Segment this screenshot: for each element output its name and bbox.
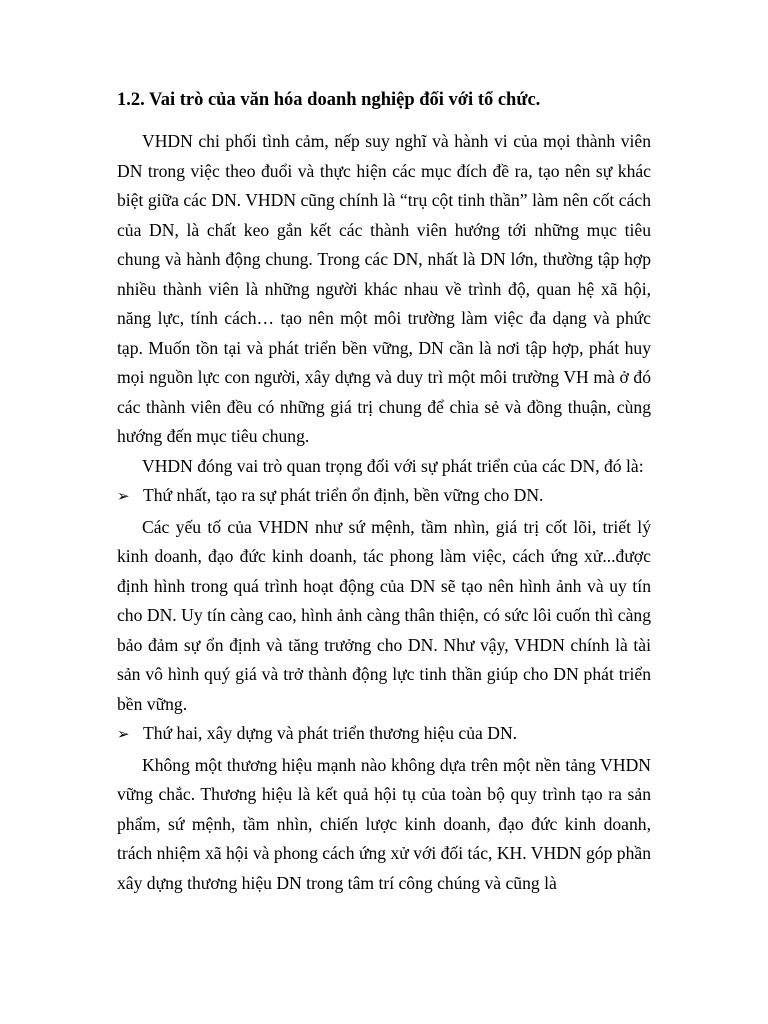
document-page xyxy=(117,86,651,898)
arrow-bullet-icon: ➢ xyxy=(117,489,130,505)
body-paragraph: Các yếu tố của VHDN như sứ mệnh, tầm nhìn, giá trị cốt lõi, triết lý kinh doanh, đạo đức kinh doanh, tác phong làm việc, cách ứng xử...được định hình trong quá trình hoạt động của DN sẽ tạo nên hình ảnh và uy tín cho DN. Uy tín càng cao, hình ảnh càng thân thiện, có sức lôi cuốn thì càng bảo đảm sự ổn định và tăng trưởng cho DN. Như vậy, VHDN chính là tài sản vô hình quý giá và trở thành động lực tinh thần giúp cho DN phát triển bền vững. xyxy=(117,516,651,714)
bullet-text: Thứ nhất, tạo ra sự phát triển ổn định, bền vững cho DN. xyxy=(143,485,544,505)
bullet-item xyxy=(117,481,651,513)
body-paragraph: VHDN chi phối tình cảm, nếp suy nghĩ và hành vi của mọi thành viên DN trong việc theo đuổi và thực hiện các mục đích đề ra, tạo nên sự khác biệt giữa các DN. VHDN cũng chính là “trụ cột tinh thần” làm nên cốt cách của DN, là chất keo gắn kết các thành viên hướng tới những mục tiêu chung và hành động chung. Trong các DN, nhất là DN lớn, thường tập hợp nhiều thành viên là những người khác nhau về trình độ, quan hệ xã hội, năng lực, tính cách… tạo nên một môi trường làm việc đa dạng và phức tạp. Muốn tồn tại và phát triển bền vững, DN cần là nơi tập hợp, phát huy mọi nguồn lực con người, xây dựng và duy trì một môi trường VH mà ở đó các thành viên đều có những giá trị chung để chia sẻ và đồng thuận, cùng hướng đến mục tiêu chung. xyxy=(117,131,651,446)
body-paragraph: VHDN đóng vai trò quan trọng đối với sự phát triển của các DN, đó là: xyxy=(142,455,644,476)
arrow-bullet-icon: ➢ xyxy=(117,727,130,743)
bullet-item xyxy=(117,719,651,751)
section-heading: 1.2. Vai trò của văn hóa doanh nghiệp đối với tổ chức. xyxy=(117,90,541,110)
bullet-text: Thứ hai, xây dựng và phát triển thương hiệu của DN. xyxy=(143,723,518,743)
body-paragraph: Không một thương hiệu mạnh nào không dựa trên một nền tảng VHDN vững chắc. Thương hiệu là kết quả hội tụ của toàn bộ quy trình tạo ra sản phẩm, sứ mệnh, tầm nhìn, chiến lược kinh doanh, đạo đức kinh doanh, trách nhiệm xã hội và phong cách ứng xử với đối tác, KH. VHDN góp phần xây dựng thương hiệu DN trong tâm trí công chúng và cũng là xyxy=(117,754,651,893)
